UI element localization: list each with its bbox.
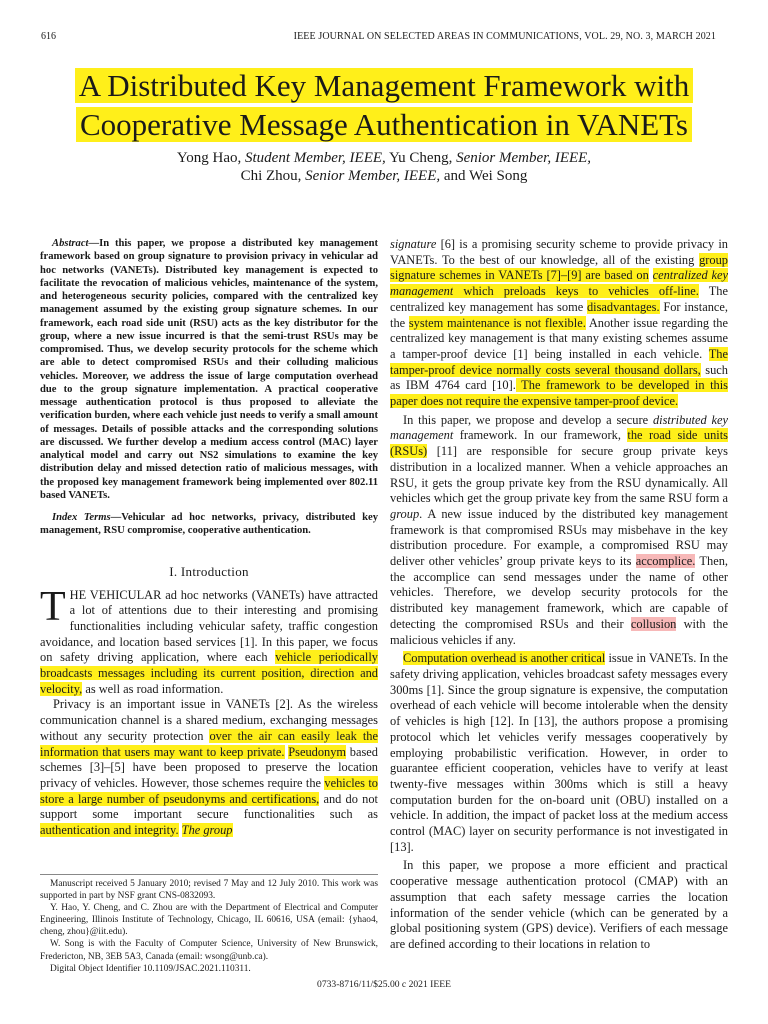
highlight: vehicles to store a large number of pseudonyms and certifications, [40, 775, 378, 806]
pink-highlight: accomplice. [635, 554, 696, 569]
italic-text: distributed key management [390, 412, 728, 443]
author-name: Chi Zhou, [240, 168, 302, 184]
paper-title-line-1 [0, 68, 768, 104]
text-run: In this paper, we propose and develop a secure [403, 412, 653, 427]
highlight: Pseudonym [288, 744, 347, 759]
right-paragraph-3 [390, 651, 728, 855]
highlight: which preloads keys to vehicles off-line. [453, 284, 699, 299]
author-line-2 [0, 167, 768, 186]
highlight: The framework to be developed in this paper does not require the expensive tamper-proof device. [390, 378, 728, 409]
text-run: such as IBM 4764 card [10]. [390, 362, 729, 393]
footnote-doi: Digital Object Identifier 10.1109/JSAC.2021.110311. [50, 963, 251, 974]
highlight: Computation overhead is another critical [403, 651, 606, 666]
highlight: vehicle periodically broadcasts messages including its current position, direction and velocity, [40, 650, 378, 696]
right-paragraph-2 [390, 413, 728, 649]
index-terms-text: —Vehicular ad hoc networks, privacy, distributed key management, RSU compromise, cooperative authentication. [40, 512, 378, 537]
highlight: The group [181, 823, 233, 838]
text-run: The centralized key management has some [390, 284, 728, 314]
paper-title-line-2 [0, 107, 768, 143]
highlight: disadvantages. [586, 299, 660, 314]
author-role: Senior Member, IEEE, [305, 168, 441, 184]
copyright-line: 0733-8716/11/$25.00 c 2021 IEEE [317, 979, 451, 990]
right-column [390, 237, 728, 953]
text-run: [11] are responsible for secure group private keys distribution in a localized manner. When a vehicle approaches an RSU, it gets the group private key from the RSU dynamically. All vehicles which get the group private key from the same RSU form a [390, 444, 728, 506]
text-run: based schemes [3]–[5] have been proposed to preserve the location privacy of vehicles. However, those schemes require the [40, 744, 378, 790]
text-run: as well as road information. [82, 681, 224, 696]
text-run: Privacy is an important issue in VANETs [2]. As the wireless communication channel is a shared medium, exchanging messages without any security protection [40, 697, 378, 743]
text-run: and do not support some important secure functionalities such as [40, 791, 378, 822]
abstract-text: —In this paper, we propose a distributed key management framework based on group signature to provision privacy in vehicular ad hoc networks (VANETs). Distributed key management is expected to facilitate the revocation of malicious vehicles, maintenance of the system, and heterogeneous security policies, compared with the centralized key management assumed by the existing group signature schemes. In our framework, each road side unit (RSU) acts as the key distributor for the group, where a new issue incurred is that the semi-trust RSUs may be compromised. Thus, we develop security protocols for the scheme which are able to detect compromised RSUs and their colluding malicious vehicles. Moreover, we address the issue of large computation overhead due to the group signature implementation. A practical cooperative message authentication protocol is thus proposed to alleviate the verification burden, where each vehicle just needs to verify a small amount of messages. Details of possible attacks and the corresponding solutions are discussed. We further develop a medium access control (MAC) layer analytical model and carry out NS2 simulations to examine the key distribution delay and missed detection ratio of malicious messages, with the proposed key management framework being implemented over 802.11 based VANETs. [40, 238, 378, 501]
highlight: The tamper-proof device normally costs several thousand dollars, [390, 346, 728, 377]
text-run: Another issue regarding the centralized key management is that many existing schemes assume a tamper-proof device [1] being installed in each vehicle. [390, 315, 728, 361]
small-caps-text: HE VEHICULAR [69, 587, 162, 602]
author-name: and Wei Song [443, 168, 528, 184]
highlight: system maintenance is not flexible. [408, 315, 586, 330]
title-highlight-1: A Distributed Key Management Framework with [75, 68, 693, 103]
highlight: authentication and integrity. [40, 823, 179, 838]
author-line-1 [0, 149, 768, 168]
index-terms-label: Index Terms [52, 512, 111, 523]
right-paragraph-1 [390, 237, 728, 410]
author-name: Yong Hao, [176, 150, 242, 166]
journal-header: IEEE JOURNAL ON SELECTED AREAS IN COMMUNICATIONS, VOL. 29, NO. 3, MARCH 2021 [293, 31, 716, 42]
title-highlight-2: Cooperative Message Authentication in VANETs [76, 107, 692, 142]
text-run: In this paper, we propose a more efficient and practical cooperative message authentication protocol (CMAP) with an assumption that each safety message carries the location information of the sender vehicle (which can be generated by a global positioning system (GPS) device). Verifiers of each message are defined according to their locations in relation to [390, 858, 728, 951]
text-run: issue in VANETs. In the safety driving application, vehicles broadcast safety messages every 300ms [1]. Since the group signature is expensive, the computation overhead of each vehicle will become intolerable when the density of vehicles is high [12]. In [13], the authors propose a promising protocol which let vehicles verify messages cooperatively by employing probabilistic verification. However, in order to guarantee efficient cooperation, vehicles have to verify at least twenty-five messages within 300ms which is still a heavy computation burden for the on-board unit (OBU) installed on a vehicle. In addition, the impact of packet loss at the medium access control (MAC) layer on security performance is not investigated in [13]. [390, 651, 728, 854]
right-paragraph-4 [390, 858, 728, 952]
drop-cap: T [40, 583, 66, 630]
text-run: ad hoc networks (VANETs) have attracted a lot of attentions due to their interesting and promising functionalities including vehicular safety, traffic congestion avoidance, and location based services [1]. In this paper, we focus on safety driving application, where each [40, 587, 378, 665]
pink-highlight: collusion [630, 616, 677, 631]
left-column [40, 237, 378, 839]
italic-text: group [390, 506, 420, 521]
abstract-label: Abstract [52, 238, 89, 249]
footnote [40, 874, 378, 975]
highlight: over the air can easily leak the information that users may want to keep private. [40, 728, 378, 759]
highlight: centralized key management [390, 268, 728, 299]
italic-text: signature [390, 237, 437, 251]
footnote-affiliation-2: W. Song is with the Faculty of Computer Science, University of New Brunswick, Fredericton, NB, 3EB 5A3, Canada (email: wsong@unb.ca). [40, 939, 378, 962]
author-role: Student Member, IEEE, [245, 150, 386, 166]
text-run: . A new issue induced by the distributed key management framework is that compromised RSUs may misbehave in the key distribution procedure. For example, a compromised RSU may deliver other vehicles’ group private keys to its [390, 506, 728, 569]
footnote-manuscript: Manuscript received 5 January 2010; revised 7 May and 12 July 2010. This work was supported in part by NSF grant CNS-0832093. [40, 879, 378, 902]
text-run: Then, the accomplice can send messages under the name of other vehicles. Therefore, we develop security protocols for the distributed key management framework, which are capable of detecting the compromised RSUs and their [390, 554, 728, 631]
intro-paragraph-2 [40, 697, 378, 838]
author-role: Senior Member, IEEE, [456, 150, 592, 166]
text-run: framework. In our framework, [453, 428, 628, 443]
author-name: Yu Cheng, [389, 150, 453, 166]
section-heading: I. Introduction [169, 563, 249, 579]
abstract [40, 237, 378, 502]
footnote-affiliation-1: Y. Hao, Y. Cheng, and C. Zhou are with the Department of Electrical and Computer Engineering, Illinois Institute of Technology, Chicago, IL 60616, USA (email: {yhao4, cheng, zhou}@iit.edu). [40, 903, 378, 938]
text-run: For instance, the [390, 299, 728, 330]
text-run: with the malicious vehicles if any. [390, 616, 728, 647]
highlight: group signature schemes in VANETs [7]–[9] are based on [390, 252, 728, 283]
highlight: the road side units (RSUs) [390, 428, 728, 459]
text-run: [6] is a promising security scheme to provide privacy in VANETs. To the best of our knowledge, all of the existing [390, 237, 728, 267]
index-terms [40, 511, 378, 538]
intro-paragraph-1 [40, 583, 378, 698]
page-number: 616 [41, 31, 56, 42]
